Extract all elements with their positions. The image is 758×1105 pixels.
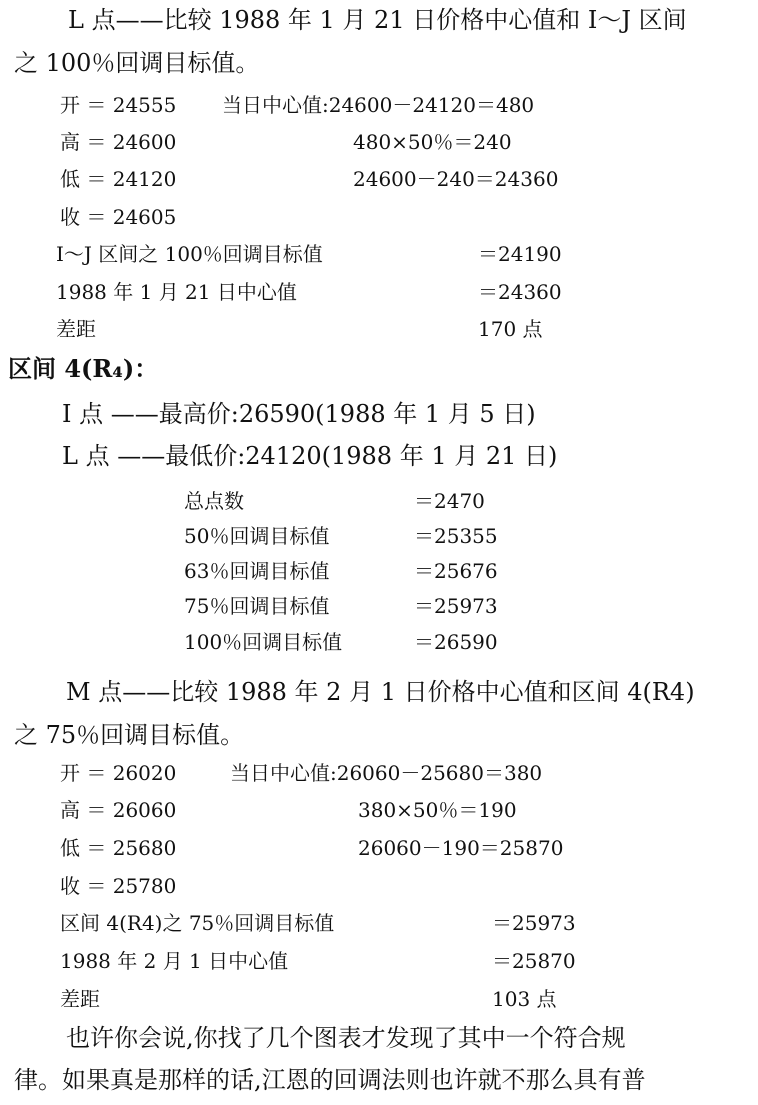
L-compare-label-2: 1988 年 1 月 21 日中心值	[56, 280, 297, 304]
L-half-calc: 480×50％＝240	[353, 130, 512, 154]
R4-heading: 区间 4(R₄)：	[8, 354, 159, 383]
L-low: 低 ＝ 24120	[60, 167, 177, 191]
L-compare-label-1: I～J 区间之 100％回调目标值	[56, 242, 323, 266]
L-center-result: 24600－240＝24360	[353, 167, 559, 191]
M-compare-value-3: 103 点	[492, 987, 557, 1011]
L-intro-line2: 之 100％回调目标值。	[14, 49, 260, 77]
R4-target-label-3: 63％回调目标值	[184, 559, 330, 583]
R4-target-value-2: ＝25355	[414, 524, 498, 548]
L-center-calc: 当日中心值:24600－24120＝480	[222, 93, 535, 117]
M-intro-line1: M 点——比较 1988 年 2 月 1 日价格中心值和区间 4(R4)	[66, 678, 695, 706]
L-close: 收 ＝ 24605	[60, 205, 177, 229]
M-high: 高 ＝ 26060	[60, 798, 177, 822]
L-compare-label-3: 差距	[56, 317, 96, 341]
L-compare-value-1: ＝24190	[478, 242, 562, 266]
R4-target-value-3: ＝25676	[414, 559, 498, 583]
closing-line2: 律。如果真是那样的话,江恩的回调法则也许就不那么具有普	[14, 1066, 646, 1094]
M-compare-label-2: 1988 年 2 月 1 日中心值	[60, 949, 289, 973]
closing-line1: 也许你会说,你找了几个图表才发现了其中一个符合规	[66, 1024, 626, 1052]
L-compare-value-2: ＝24360	[478, 280, 562, 304]
R4-target-label-4: 75％回调目标值	[184, 594, 330, 618]
R4-target-value-5: ＝26590	[414, 630, 498, 654]
R4-target-value-1: ＝2470	[414, 489, 485, 513]
R4-target-label-5: 100％回调目标值	[184, 630, 343, 654]
R4-target-label-1: 总点数	[184, 489, 244, 513]
M-close: 收 ＝ 25780	[60, 874, 177, 898]
M-compare-label-3: 差距	[60, 987, 100, 1011]
R4-point-L: L 点 ——最低价:24120(1988 年 1 月 21 日)	[62, 442, 558, 470]
M-center-result: 26060－190＝25870	[358, 836, 564, 860]
M-center-calc: 当日中心值:26060－25680＝380	[230, 761, 543, 785]
M-compare-label-1: 区间 4(R4)之 75％回调目标值	[60, 911, 335, 935]
L-high: 高 ＝ 24600	[60, 130, 177, 154]
R4-point-I: I 点 ——最高价:26590(1988 年 1 月 5 日)	[62, 400, 536, 428]
L-intro-line1: L 点——比较 1988 年 1 月 21 日价格中心值和 I～J 区间	[68, 6, 687, 34]
R4-target-value-4: ＝25973	[414, 594, 498, 618]
M-compare-value-2: ＝25870	[492, 949, 576, 973]
M-open: 开 ＝ 26020	[60, 761, 177, 785]
M-intro-line2: 之 75％回调目标值。	[14, 721, 245, 749]
M-half-calc: 380×50％＝190	[358, 798, 517, 822]
L-open: 开 ＝ 24555	[60, 93, 177, 117]
L-compare-value-3: 170 点	[478, 317, 543, 341]
R4-target-label-2: 50％回调目标值	[184, 524, 330, 548]
M-compare-value-1: ＝25973	[492, 911, 576, 935]
M-low: 低 ＝ 25680	[60, 836, 177, 860]
